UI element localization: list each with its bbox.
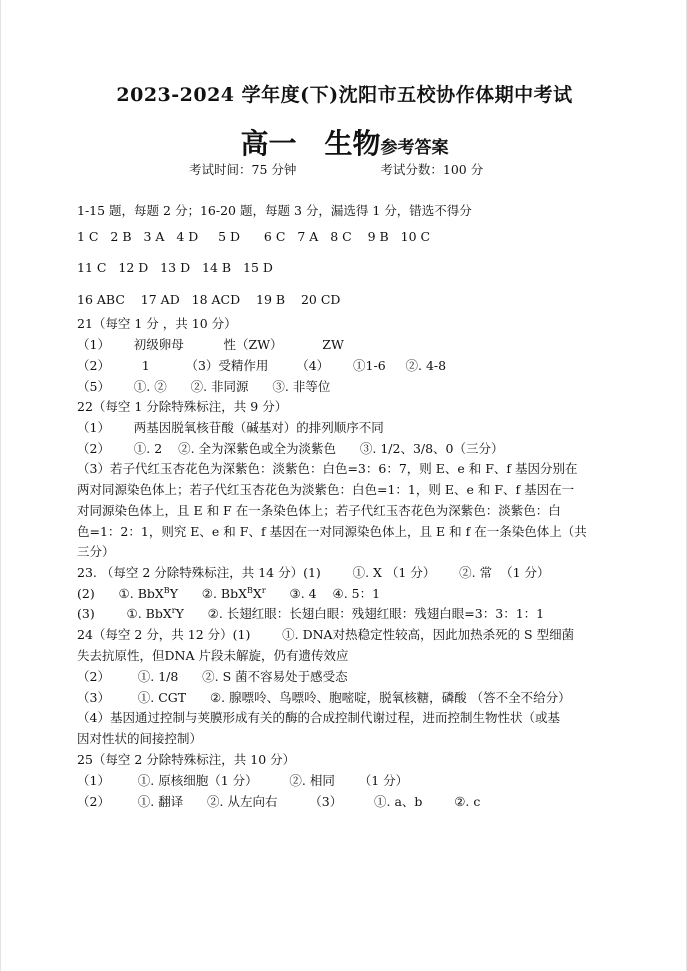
q23-header-part1: 23. （每空 2 分除特殊标注，共 14 分）(1) ①. X （1 分） ②. 常 （1 分）	[77, 565, 550, 580]
answers-1-10: 1 C 2 B 3 A 4 D 5 D 6 C 7 A 8 C 9 B 10 C	[77, 229, 431, 244]
q22-part3-line3: 对同源染色体上，且 E 和 F 在一条染色体上；若子代红玉杏花色为深紫色：淡紫色：白	[77, 503, 561, 518]
answer-key-label: 参考答案	[380, 138, 449, 158]
q22-part3-line5: 三分）	[77, 544, 115, 559]
subject-label: 生物	[324, 127, 381, 160]
q24-header-part1: 24（每空 2 分，共 12 分）(1) ①. DNA对热稳定性较高，因此加热杀死的 S 型细菌	[77, 627, 575, 642]
q24-part1-cont: 失去抗原性，但DNA 片段未解旋，仍有遗传效应	[77, 648, 349, 663]
q22-part3-line4: 色=1：2：1，则究 E、e 和 F、f 基因在一对同源染色体上，且 E 和 f 在一条染色体上（共	[77, 524, 587, 539]
q22-part2: （2） ①. 2 ②. 全为深紫色或全为淡紫色 ③. 1/2、3/8、0（三分）	[77, 441, 504, 456]
q25-part1: （1） ①. 原核细胞（1 分） ②. 相同 （1 分）	[77, 773, 409, 788]
q22-header: 22（每空 1 分除特殊标注，共 9 分）	[77, 399, 288, 414]
q23-part3: (3) ①. BbX$^r$Y ②. 长翅红眼：长翅白眼：残翅红眼：残翅白眼=3：3：1：1	[77, 606, 545, 621]
q25-part2-3: （2） ①. 翻译 ②. 从左向右 （3） ①. a、b ②. c	[77, 794, 481, 809]
q22-part3-line2: 两对同源染色体上；若子代红玉杏花色为淡紫色：白色=1：1，则 E、e 和 F、f 基因在一	[77, 482, 575, 497]
scoring-rule: 1-15 题，每题 2 分；16-20 题，每题 3 分，漏选得 1 分，错选不得分	[77, 203, 472, 218]
subject-heading	[1, 122, 687, 162]
q24-part2: （2） ①. 1/8 ②. S 菌不容易处于感受态	[77, 669, 348, 684]
q24-part4-line2: 因对性状的间接控制）	[77, 731, 203, 746]
answers-11-15: 11 C 12 D 13 D 14 B 15 D	[77, 260, 273, 275]
exam-title: 2023-2024 学年度(下)沈阳市五校协作体期中考试	[116, 84, 573, 106]
q24-part4-line1: （4）基因通过控制与荚膜形成有关的酶的合成控制代谢过程，进而控制生物性状（或基	[77, 710, 560, 725]
answers-16-20: 16 ABC 17 AD 18 ACD 19 B 20 CD	[77, 292, 341, 307]
q25-header: 25（每空 2 分除特殊标注，共 10 分）	[77, 752, 296, 767]
q21-part1: （1） 初级卵母 性（ZW） ZW	[77, 337, 344, 352]
q21-part5: （5） ①. ② ②. 非同源 ③. 非等位	[77, 379, 331, 394]
q22-part3-line1: （3）若子代红玉杏花色为深紫色：淡紫色：白色=3：6：7，则 E、e 和 F、f 基因分别在	[77, 461, 578, 476]
exam-score: 考试分数：100 分	[380, 162, 484, 177]
exam-time: 考试时间：75 分钟	[189, 162, 297, 177]
q22-part1: （1） 两基因脱氧核苷酸（碱基对）的排列顺序不同	[77, 420, 384, 435]
q24-part3: （3） ①. CGT ②. 腺嘌呤、鸟嘌呤、胞嘧啶，脱氧核糖，磷酸 （答不全不给分）	[77, 690, 571, 705]
grade-label: 高一	[240, 127, 297, 160]
q23-part2: (2) ①. BbX$^B$Y ②. $BbX^BX^r$ ③. 4 ④. 5：1	[77, 586, 381, 601]
q21-header: 21（每空 1 分 ，共 10 分）	[77, 316, 237, 331]
exam-meta	[189, 160, 563, 178]
q21-part2-4: （2） 1 （3）受精作用 （4） ①1-6 ②. 4-8	[77, 358, 447, 373]
